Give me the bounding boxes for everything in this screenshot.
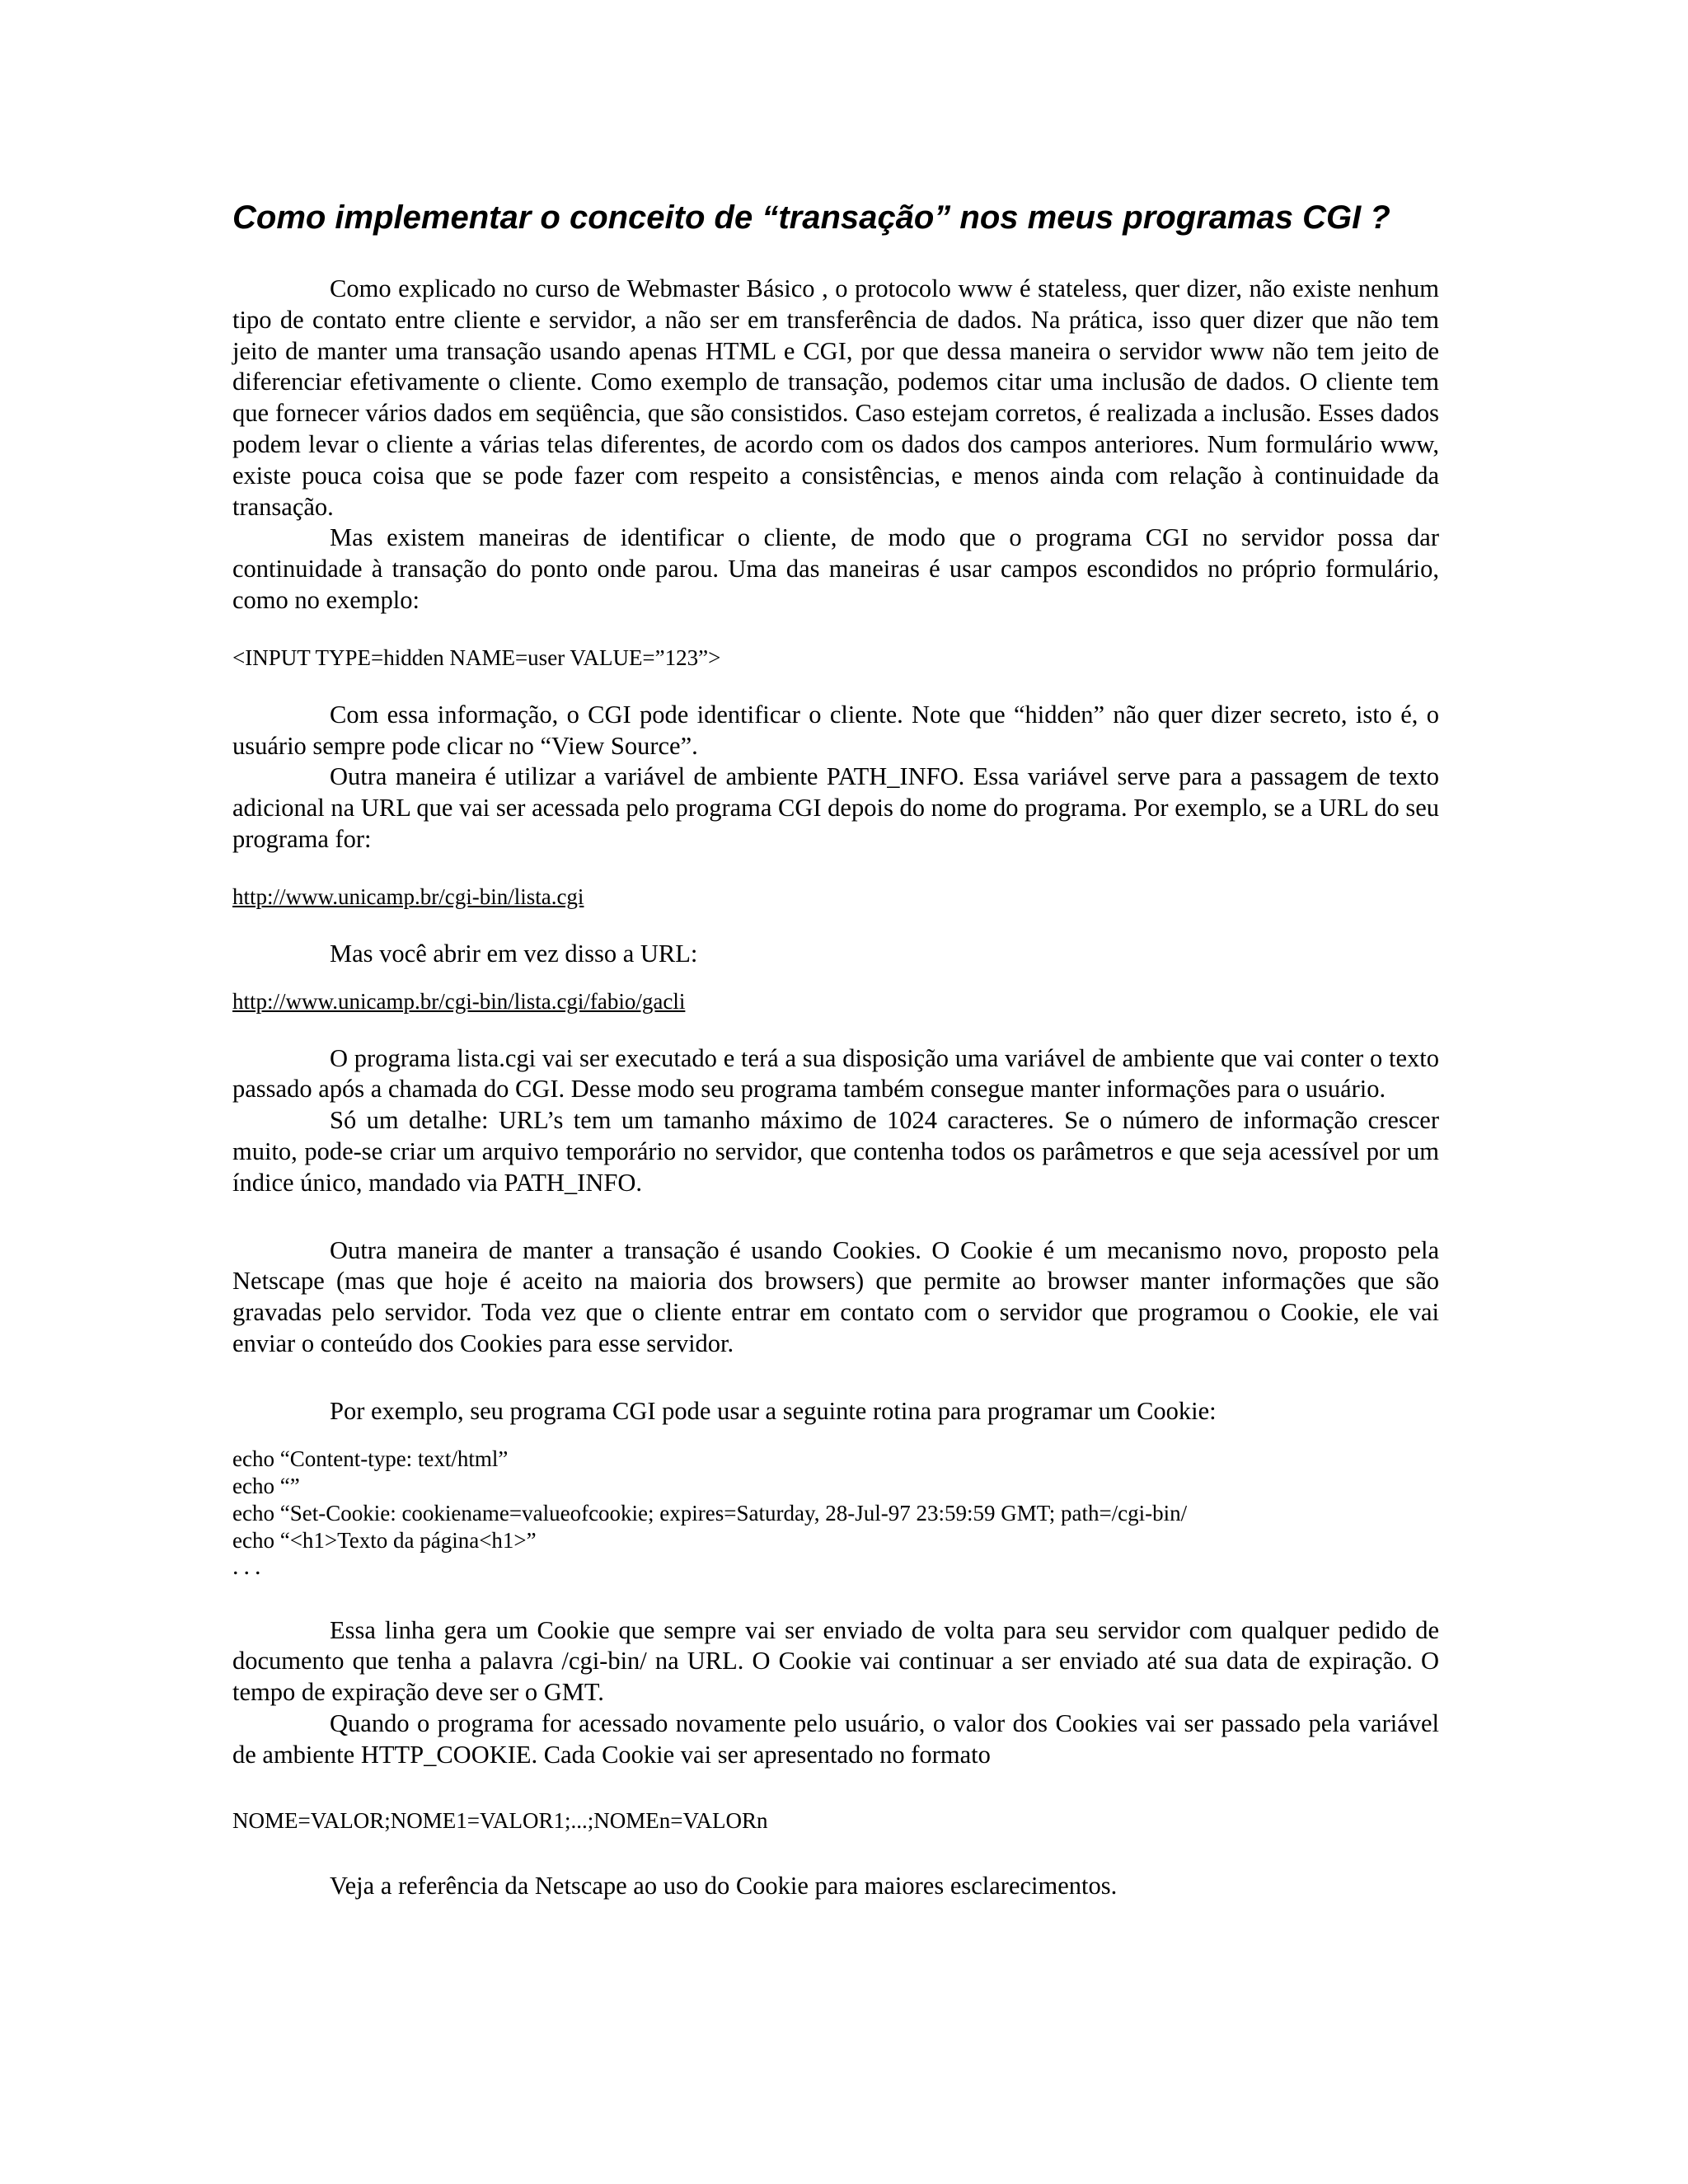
code-hidden-input: <INPUT TYPE=hidden NAME=user VALUE=”123”>	[232, 644, 721, 670]
paragraph-path-info: Outra maneira é utilizar a variável de ambiente PATH_INFO. Essa variável serve para a passagem de texto adicional na URL que vai ser acessada pelo programa CGI depois do nome do programa. Por exemplo, se a URL do seu programa for:	[232, 762, 1439, 853]
paragraph-http-cookie: Quando o programa for acessado novamente pelo usuário, o valor dos Cookies vai ser passado pela variável de ambiente HTTP_COOKIE. Cada Cookie vai ser apresentado no formato	[232, 1708, 1439, 1769]
code-line: echo “Set-Cookie: cookiename=valueofcookie; expires=Saturday, 28-Jul-97 23:59:59 GMT; path=/cgi-bin/	[232, 1500, 1188, 1526]
code-line: echo “Content-type: text/html”	[232, 1446, 509, 1471]
paragraph-netscape-reference: Veja a referência da Netscape ao uso do Cookie para maiores esclarecimentos.	[330, 1871, 1118, 1900]
paragraph-hidden-fields: Mas existem maneiras de identificar o cliente, de modo que o programa CGI no servidor possa dar continuidade à transação do ponto onde parou. Uma das maneiras é usar campos escondidos no próprio formulário, como no exemplo:	[232, 523, 1439, 614]
url-example-1[interactable]: http://www.unicamp.br/cgi-bin/lista.cgi	[232, 883, 584, 909]
document-page	[232, 196, 1439, 1901]
paragraph-cookie-line: Essa linha gera um Cookie que sempre vai ser enviado de volta para seu servidor com qualquer pedido de documento que tenha a palavra /cgi-bin/ na URL. O Cookie vai continuar a ser enviado até sua data de expiração. O tempo de expiração deve ser o GMT.	[232, 1615, 1439, 1707]
paragraph-cookies: Outra maneira de manter a transação é usando Cookies. O Cookie é um mecanismo novo, proposto pela Netscape (mas que hoje é aceito na maioria dos browsers) que permite ao browser manter informações que são gravadas pelo servidor. Toda vez que o cliente entrar em contato com o servidor que programou o Cookie, ele vai enviar o conteúdo dos Cookies para esse servidor.	[232, 1235, 1439, 1357]
paragraph-lista-cgi: O programa lista.cgi vai ser executado e terá a sua disposição uma variável de ambiente que vai conter o texto passado após a chamada do CGI. Desse modo seu programa também consegue manter informações para o usuário.	[232, 1043, 1439, 1104]
paragraph-open-url: Mas você abrir em vez disso a URL:	[330, 939, 698, 968]
url-example-2[interactable]: http://www.unicamp.br/cgi-bin/lista.cgi/fabio/gacli	[232, 988, 686, 1014]
code-line: echo “<h1>Texto da página<h1>”	[232, 1527, 537, 1553]
code-block-cookie	[232, 1446, 1439, 1579]
paragraph-hidden-note: Com essa informação, o CGI pode identificar o cliente. Note que “hidden” não quer dizer secreto, isto é, o usuário sempre pode clicar no “View Source”.	[232, 700, 1439, 760]
paragraph-url-limit: Só um detalhe: URL’s tem um tamanho máximo de 1024 caracteres. Se o número de informação crescer muito, pode-se criar um arquivo temporário no servidor, que contenha todos os parâmetros e que seja acessível por um índice único, mandado via PATH_INFO.	[232, 1106, 1439, 1197]
page-title: Como implementar o conceito de “transação” nos meus programas CGI ?	[232, 199, 1390, 236]
paragraph-intro: Como explicado no curso de Webmaster Básico , o protocolo www é stateless, quer dizer, não existe nenhum tipo de contato entre cliente e servidor, a não ser em transferência de dados. Na prática, isso quer dizer que não tem jeito de manter uma transação usando apenas HTML e CGI, por que dessa maneira o servidor www não tem jeito de diferenciar efetivamente o cliente. Como exemplo de transação, podemos citar uma inclusão de dados. O cliente tem que fornecer vários dados em seqüência, que são consistidos. Caso estejam corretos, é realizada a inclusão. Esses dados podem levar o cliente a várias telas diferentes, de acordo com os dados dos campos anteriores. Num formulário www, existe pouca coisa que se pode fazer com respeito a consistências, e menos ainda com relação à continuidade da transação.	[232, 274, 1439, 521]
code-cookie-format: NOME=VALOR;NOME1=VALOR1;...;NOMEn=VALORn	[232, 1807, 768, 1833]
code-line: echo “”	[232, 1473, 300, 1498]
paragraph-cookie-example: Por exemplo, seu programa CGI pode usar a seguinte rotina para programar um Cookie:	[330, 1396, 1217, 1425]
code-ellipsis: ...	[232, 1552, 266, 1580]
